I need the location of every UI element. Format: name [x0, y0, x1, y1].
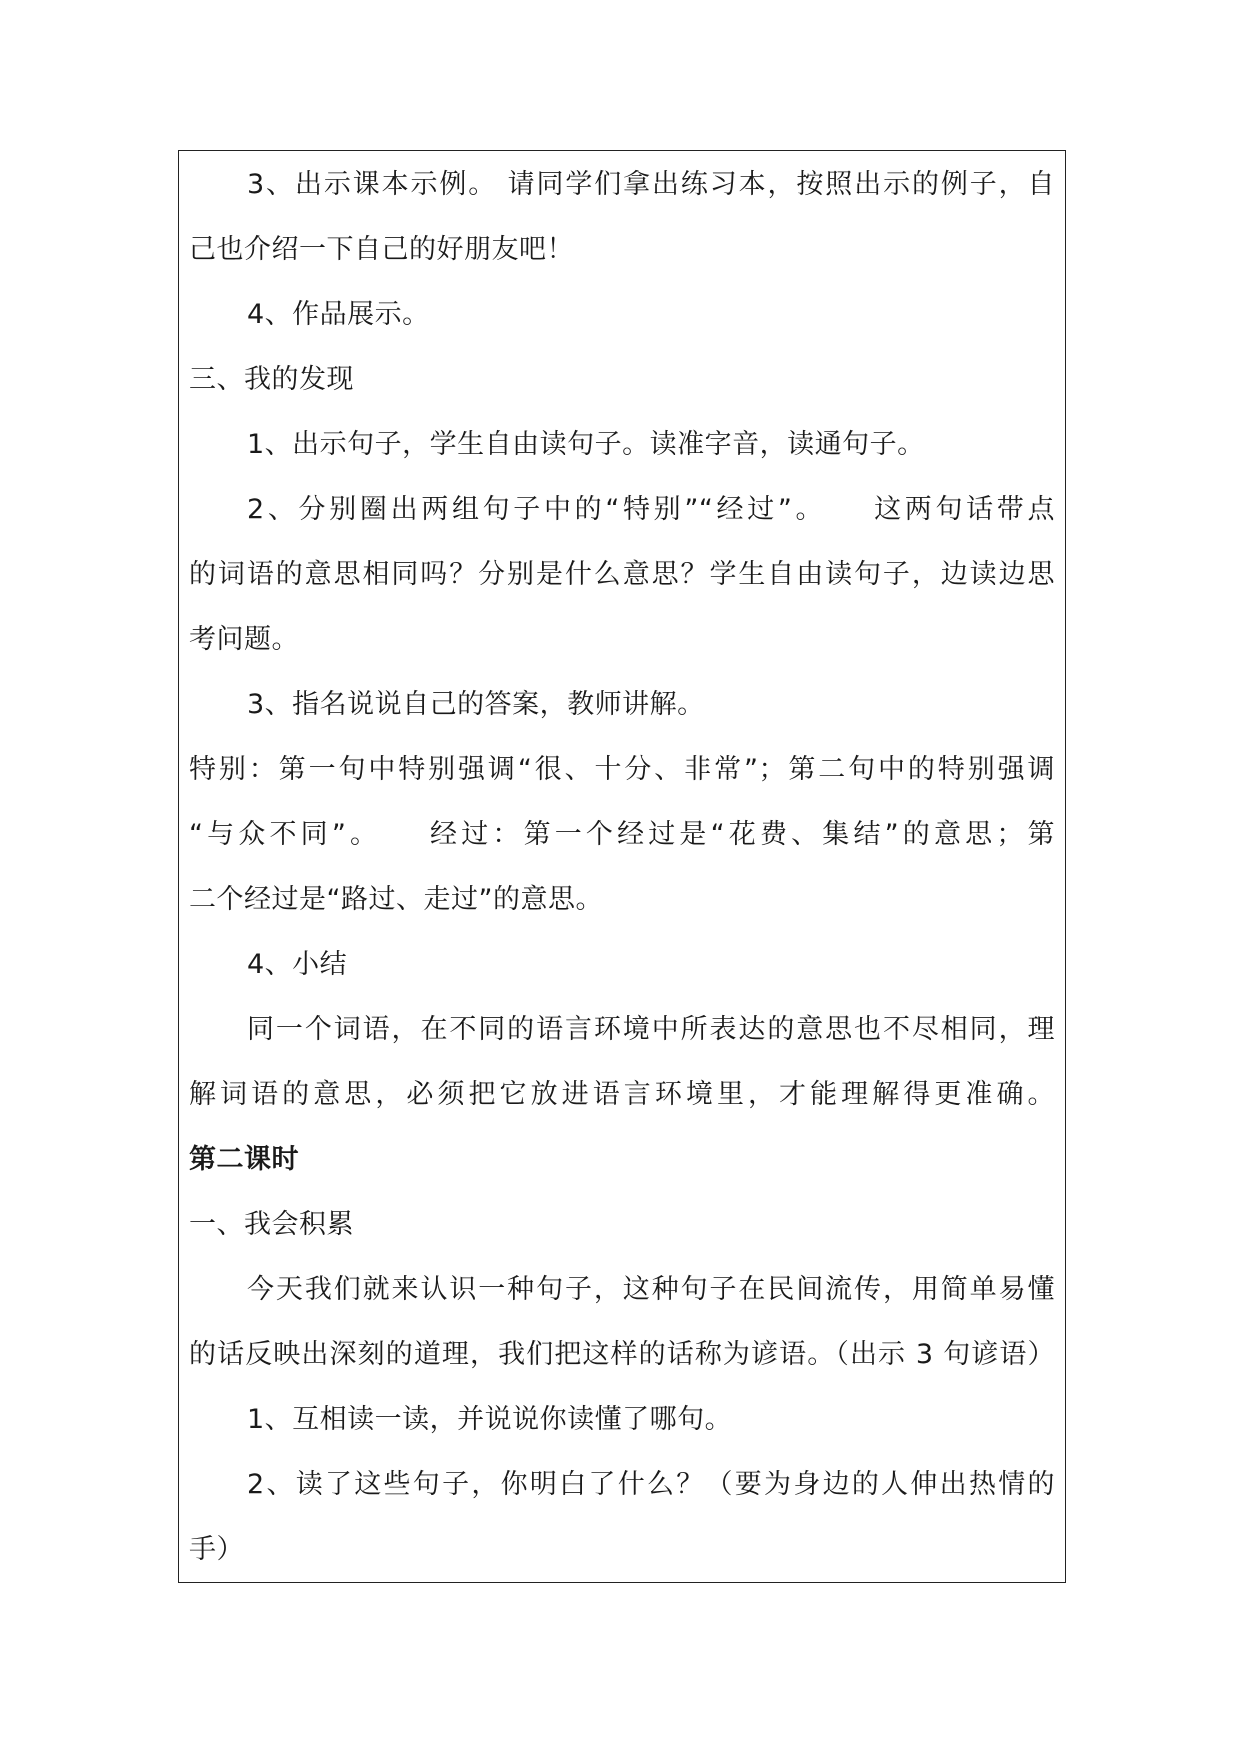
- text-line: 特别：第一句中特别强调“很、十分、非常”；第二句中的特别强调: [189, 754, 1055, 785]
- text-line: 的词语的意思相同吗？分别是什么意思？学生自由读句子，边读边思: [189, 559, 1055, 590]
- text-line: 考问题。: [189, 624, 299, 655]
- section-heading: 一、我会积累: [189, 1209, 354, 1240]
- text-line: 手）: [189, 1534, 244, 1565]
- text-line: 的话反映出深刻的道理，我们把这样的话称为谚语。（出示 3 句谚语）: [189, 1339, 1055, 1370]
- text-line: 己也介绍一下自己的好朋友吧！: [189, 234, 574, 265]
- text-line: 4、作品展示。: [247, 299, 430, 330]
- lesson-heading: 第二课时: [189, 1144, 299, 1175]
- section-heading: 三、我的发现: [189, 364, 354, 395]
- text-line: 2、分别圈出两组句子中的“特别”“经过”。 这两句话带点: [247, 494, 1055, 525]
- text-line: 同一个词语，在不同的语言环境中所表达的意思也不尽相同，理: [247, 1014, 1055, 1045]
- text-line: 1、出示句子，学生自由读句子。读准字音，读通句子。: [247, 429, 925, 460]
- text-line: 3、指名说说自己的答案，教师讲解。: [247, 689, 705, 720]
- text-line: 解词语的意思，必须把它放进语言环境里，才能理解得更准确。: [189, 1079, 1055, 1110]
- table-cell: [178, 150, 1066, 1583]
- text-line: 1、互相读一读，并说说你读懂了哪句。: [247, 1404, 733, 1435]
- text-line: 2、读了这些句子，你明白了什么？（要为身边的人伸出热情的: [247, 1469, 1055, 1500]
- text-line: “与众不同”。 经过：第一个经过是“花费、集结”的意思；第: [189, 819, 1055, 850]
- text-line: 3、出示课本示例。 请同学们拿出练习本，按照出示的例子，自: [247, 169, 1055, 200]
- text-line: 二个经过是“路过、走过”的意思。: [189, 884, 603, 915]
- text-line: 4、小结: [247, 949, 348, 980]
- text-line: 今天我们就来认识一种句子，这种句子在民间流传，用简单易懂: [247, 1274, 1055, 1305]
